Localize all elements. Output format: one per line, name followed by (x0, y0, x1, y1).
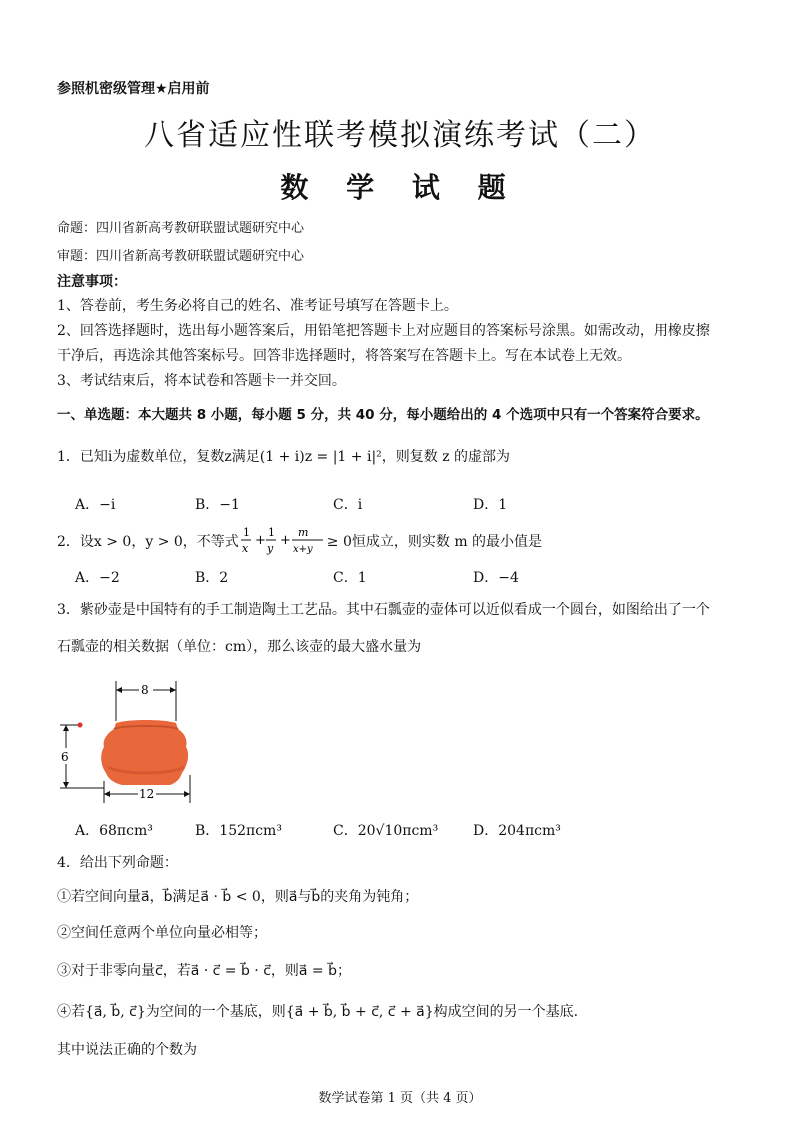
note-item-2-line-2: 干净后，再选涂其他答案标号。回答非选择题时，将答案写在答题卡上。写在本试卷上无效。 (57, 348, 631, 364)
height-label: 6 (61, 750, 69, 764)
question-1-stem: 1．已知i为虚数单位，复数z满足(1 + i)z = |1 + i|²，则复数 z 的虚部为 (57, 449, 511, 465)
question-4-stem: 4．给出下列命题： (57, 855, 178, 871)
page-footer: 数学试卷第 1 页（共 4 页） (318, 1091, 482, 1106)
height-marker-dot (78, 723, 83, 728)
question-1-option-b: B．−1 (195, 497, 240, 513)
confidentiality-label: 参照机密级管理★启用前 (57, 81, 210, 97)
question-4-proposition-2: ②空间任意两个单位向量必相等； (57, 925, 267, 941)
reviewer-line: 审题：四川省新高考教研联盟试题研究中心 (57, 249, 305, 264)
question-1-option-c: C．i (333, 497, 363, 513)
question-3-option-a: A．68πcm³ (75, 823, 153, 839)
question-3-stem-line-1: 3．紫砂壶是中国特有的手工制造陶土工艺品。其中石瓢壶的壶体可以近似看成一个圆台，如图给出了一个 (57, 602, 710, 618)
note-item-2-line-1: 2、回答选择题时，选出每小题答案后，用铅笔把答题卡上对应题目的答案标号涂黑。如需改动，用橡皮擦 (57, 323, 710, 339)
exam-title: 八省适应性联考模拟演练考试（二） (144, 118, 656, 153)
question-4-proposition-3: ③对于非零向量c⃗，若a⃗ · c⃗ = b⃗ · c⃗，则a⃗ = b⃗； (57, 963, 351, 979)
plus-sign-1: + (254, 533, 266, 548)
bottom-width-arrow-right (184, 791, 190, 797)
plus-sign-2: + (279, 533, 291, 548)
top-width-label: 8 (141, 683, 149, 697)
section-1-heading: 一、单选题：本大题共 8 小题，每小题 5 分，共 40 分，每小题给出的 4 个选项中只有一个答案符合要求。 (57, 407, 709, 423)
question-3-option-d: D．204πcm³ (473, 823, 561, 839)
question-4-tail: 其中说法正确的个数为 (57, 1042, 197, 1058)
note-item-1: 1、答卷前，考生务必将自己的姓名、准考证号填写在答题卡上。 (57, 298, 458, 314)
bottom-width-label: 12 (139, 787, 155, 801)
question-2-stem-before: 2．设x > 0，y > 0，不等式 (57, 534, 239, 550)
question-3-teapot-figure (52, 675, 212, 805)
fraction-3-numerator: m (297, 526, 309, 539)
question-2-option-c: C．1 (333, 570, 367, 586)
height-arrow-top (63, 725, 69, 731)
question-1-option-a: A．−i (75, 497, 116, 513)
top-width-arrow-right (170, 687, 176, 693)
height-arrow-bottom (63, 782, 69, 788)
question-4-proposition-4: ④若{a⃗, b⃗, c⃗}为空间的一个基底，则{a⃗ + b⃗, b⃗ + c⃗, c⃗ + a⃗}构成空间的另一个基底. (57, 1004, 579, 1020)
question-3-option-b: B．152πcm³ (195, 823, 282, 839)
subject-title: 数 学 试 题 (280, 171, 520, 204)
question-2-stem-after: ≥ 0恒成立，则实数 m 的最小值是 (326, 534, 543, 550)
question-4-proposition-1: ①若空间向量a⃗，b⃗满足a⃗ · b⃗ < 0，则a⃗与b⃗的夹角为钝角； (57, 889, 419, 905)
question-3-stem-line-2: 石瓢壶的相关数据（单位：cm），那么该壶的最大盛水量为 (57, 639, 422, 655)
fraction-2-denominator: y (266, 542, 274, 555)
fraction-1-denominator: x (241, 542, 249, 555)
teapot-body (101, 720, 188, 785)
fraction-3-denominator: x+y (292, 544, 313, 555)
setter-line: 命题：四川省新高考教研联盟试题研究中心 (57, 221, 305, 236)
note-item-3: 3、考试结束后，将本试卷和答题卡一并交回。 (57, 373, 346, 389)
fraction-1-numerator: 1 (242, 526, 250, 539)
notes-heading: 注意事项： (57, 274, 127, 290)
question-2-option-d: D．−4 (473, 570, 519, 586)
question-1-option-d: D．1 (473, 497, 508, 513)
question-2-stem (57, 522, 542, 560)
question-2-option-b: B．2 (195, 570, 229, 586)
question-3-option-c: C．20√10πcm³ (333, 823, 439, 839)
bottom-width-arrow-left (104, 791, 110, 797)
fraction-2-numerator: 1 (267, 526, 275, 539)
question-2-option-a: A．−2 (75, 570, 120, 586)
top-width-arrow-left (116, 687, 122, 693)
question-2-inequality-fractions (239, 522, 327, 560)
